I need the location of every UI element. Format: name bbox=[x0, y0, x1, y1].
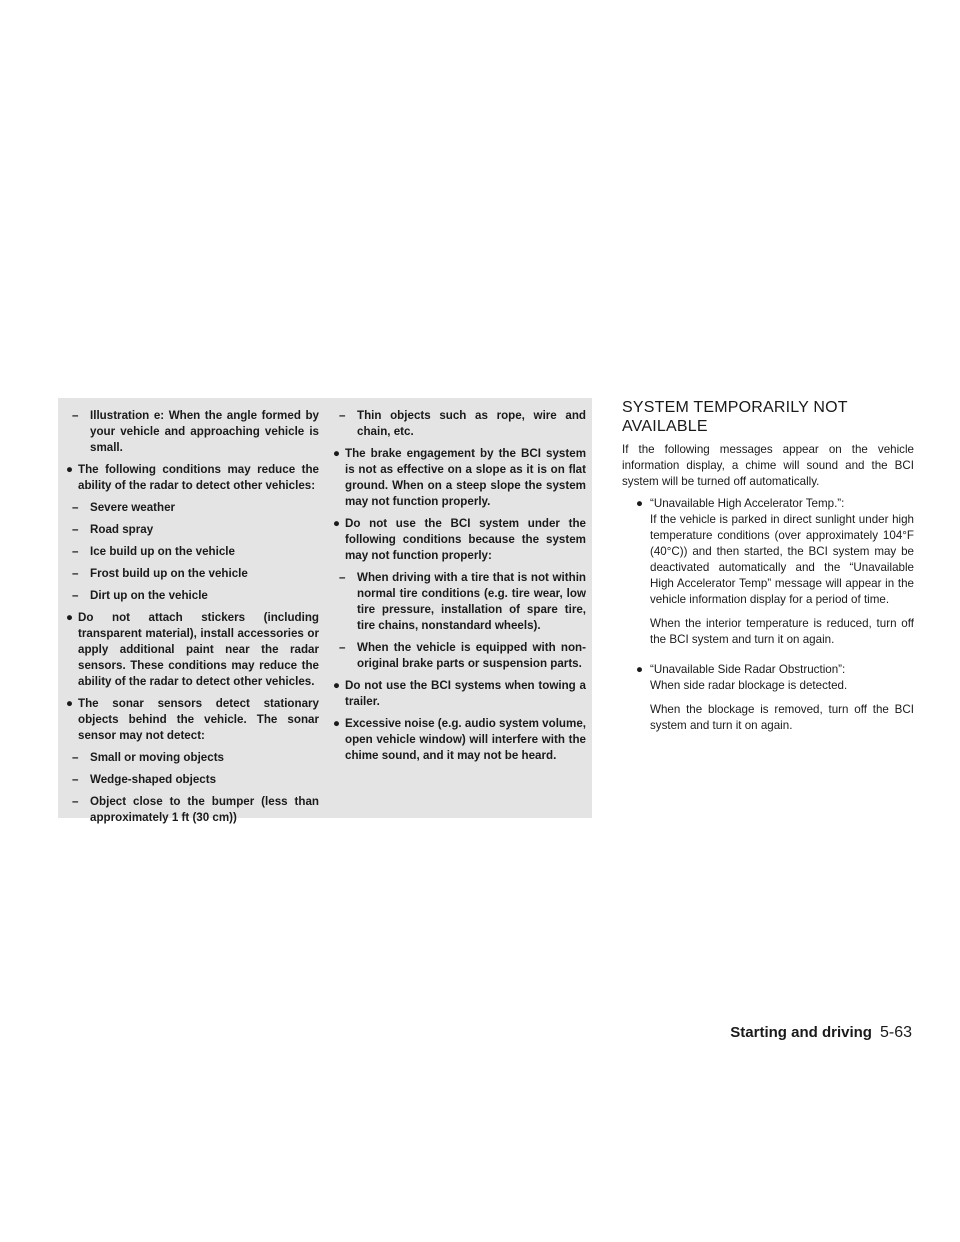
caution-item-row bbox=[333, 408, 586, 440]
caution-item-row bbox=[333, 716, 586, 764]
dash-marker: – bbox=[72, 409, 79, 422]
page-footer bbox=[730, 1024, 912, 1042]
caution-item bbox=[66, 610, 319, 690]
caution-item bbox=[333, 678, 586, 710]
caution-list-left bbox=[66, 408, 319, 832]
caution-text: The following conditions may reduce the ability of the radar to detect other vehicles: bbox=[78, 463, 319, 492]
section-title: SYSTEM TEMPORARILY NOT AVAILABLE bbox=[622, 399, 848, 435]
dash-marker: – bbox=[339, 409, 346, 422]
sub-item-text: Severe weather bbox=[90, 501, 176, 514]
bullet-marker: ● bbox=[636, 497, 644, 510]
caution-item bbox=[333, 446, 586, 510]
bullet-marker: ● bbox=[333, 679, 341, 692]
caution-item bbox=[66, 408, 319, 456]
caution-item bbox=[66, 462, 319, 604]
sub-item-text: When driving with a tire that is not within normal tire conditions (e.g. tire wear, low tire pressure, installation of spare tire, tire chains, nonstandard wheels). bbox=[357, 571, 586, 632]
caution-text: Do not attach stickers (including transparent material), install accessories or apply additional paint near the radar sensors. These conditions may reduce the ability of the radar to detect other vehicles. bbox=[78, 611, 319, 688]
message-item bbox=[636, 662, 914, 742]
section-system-temporarily-not-available bbox=[600, 398, 914, 748]
dash-marker: – bbox=[72, 567, 79, 580]
message-action: When the blockage is removed, turn off the BCI system and turn it on again. bbox=[650, 703, 914, 732]
footer-section-name: Starting and driving bbox=[730, 1024, 872, 1041]
caution-text: Do not use the BCI systems when towing a trailer. bbox=[345, 679, 586, 708]
sub-item bbox=[66, 566, 319, 582]
message-description: When side radar blockage is detected. bbox=[650, 679, 848, 692]
caution-item bbox=[333, 516, 586, 672]
caution-item-row bbox=[66, 408, 319, 456]
sub-item bbox=[333, 640, 586, 672]
page-number: 5-63 bbox=[879, 1024, 912, 1041]
caution-item-row bbox=[333, 446, 586, 510]
caution-item bbox=[333, 716, 586, 764]
sub-item bbox=[66, 522, 319, 538]
sub-item bbox=[66, 500, 319, 516]
message-label: “Unavailable Side Radar Obstruction”: bbox=[650, 663, 846, 676]
sub-item bbox=[66, 544, 319, 560]
caution-text: The sonar sensors detect stationary objects behind the vehicle. The sonar sensor may not detect: bbox=[78, 697, 319, 742]
caution-item-row bbox=[333, 516, 586, 564]
dash-marker: – bbox=[72, 523, 79, 536]
caution-list-middle bbox=[333, 408, 586, 770]
caution-item-row bbox=[66, 610, 319, 690]
caution-text: Thin objects such as rope, wire and chain, etc. bbox=[357, 409, 586, 438]
caution-text: Illustration e: When the angle formed by your vehicle and approaching vehicle is small. bbox=[90, 409, 319, 454]
sub-item-text: Road spray bbox=[90, 523, 154, 536]
bullet-marker: ● bbox=[66, 463, 74, 476]
caution-column-left bbox=[58, 398, 325, 824]
bullet-marker: ● bbox=[333, 717, 341, 730]
caution-text: Do not use the BCI system under the following conditions because the system may not function properly: bbox=[345, 517, 586, 562]
message-body bbox=[650, 662, 914, 742]
bullet-marker: ● bbox=[66, 611, 74, 624]
dash-marker: – bbox=[72, 751, 79, 764]
dash-marker: – bbox=[72, 773, 79, 786]
dash-marker: – bbox=[339, 641, 346, 654]
sub-item bbox=[66, 794, 319, 826]
sub-item-text: Wedge-shaped objects bbox=[90, 773, 217, 786]
dash-marker: – bbox=[72, 501, 79, 514]
section-intro: If the following messages appear on the vehicle information display, a chime will sound and the BCI system will be turned off automatically. bbox=[622, 443, 914, 488]
sub-item-text: Small or moving objects bbox=[90, 751, 225, 764]
message-item bbox=[636, 496, 914, 656]
dash-marker: – bbox=[72, 589, 79, 602]
caution-item-row bbox=[66, 462, 319, 494]
sub-item-text: When the vehicle is equipped with non-original brake parts or suspension parts. bbox=[357, 641, 586, 670]
sub-item-text: Dirt up on the vehicle bbox=[90, 589, 208, 602]
bullet-marker: ● bbox=[333, 517, 341, 530]
bullet-marker: ● bbox=[66, 697, 74, 710]
message-body bbox=[650, 496, 914, 656]
caution-column-middle bbox=[325, 398, 592, 818]
message-list bbox=[600, 496, 914, 742]
sub-item bbox=[66, 750, 319, 766]
sub-item-text: Frost build up on the vehicle bbox=[90, 567, 248, 580]
caution-text: The brake engagement by the BCI system is not as effective on a slope as it is on flat ground. When on a steep slope the system may not function properly. bbox=[345, 447, 586, 508]
dash-marker: – bbox=[72, 795, 79, 808]
message-action: When the interior temperature is reduced, turn off the BCI system and turn it on again. bbox=[650, 617, 914, 646]
bullet-marker: ● bbox=[636, 663, 644, 676]
dash-marker: – bbox=[72, 545, 79, 558]
caution-item bbox=[66, 696, 319, 826]
sub-item-text: Object close to the bumper (less than approximately 1 ft (30 cm)) bbox=[90, 795, 319, 824]
caution-item-row bbox=[333, 678, 586, 710]
message-description: If the vehicle is parked in direct sunlight under high temperature conditions (over approximately 104°F (40°C)) and then started, the BCI system may be deactivated automatically and the “Unavailable High Accelerator Temp” message will appear in the vehicle information display for a period of time. bbox=[650, 513, 914, 606]
message-label: “Unavailable High Accelerator Temp.”: bbox=[650, 497, 845, 510]
caution-text: Excessive noise (e.g. audio system volume, open vehicle window) will interfere with the chime sound, and it may not be heard. bbox=[345, 717, 586, 762]
bullet-marker: ● bbox=[333, 447, 341, 460]
caution-item bbox=[333, 408, 586, 440]
sub-item bbox=[66, 588, 319, 604]
sub-item bbox=[333, 570, 586, 634]
sub-item bbox=[66, 772, 319, 788]
dash-marker: – bbox=[339, 571, 346, 584]
sub-item-text: Ice build up on the vehicle bbox=[90, 545, 235, 558]
caution-item-row bbox=[66, 696, 319, 744]
